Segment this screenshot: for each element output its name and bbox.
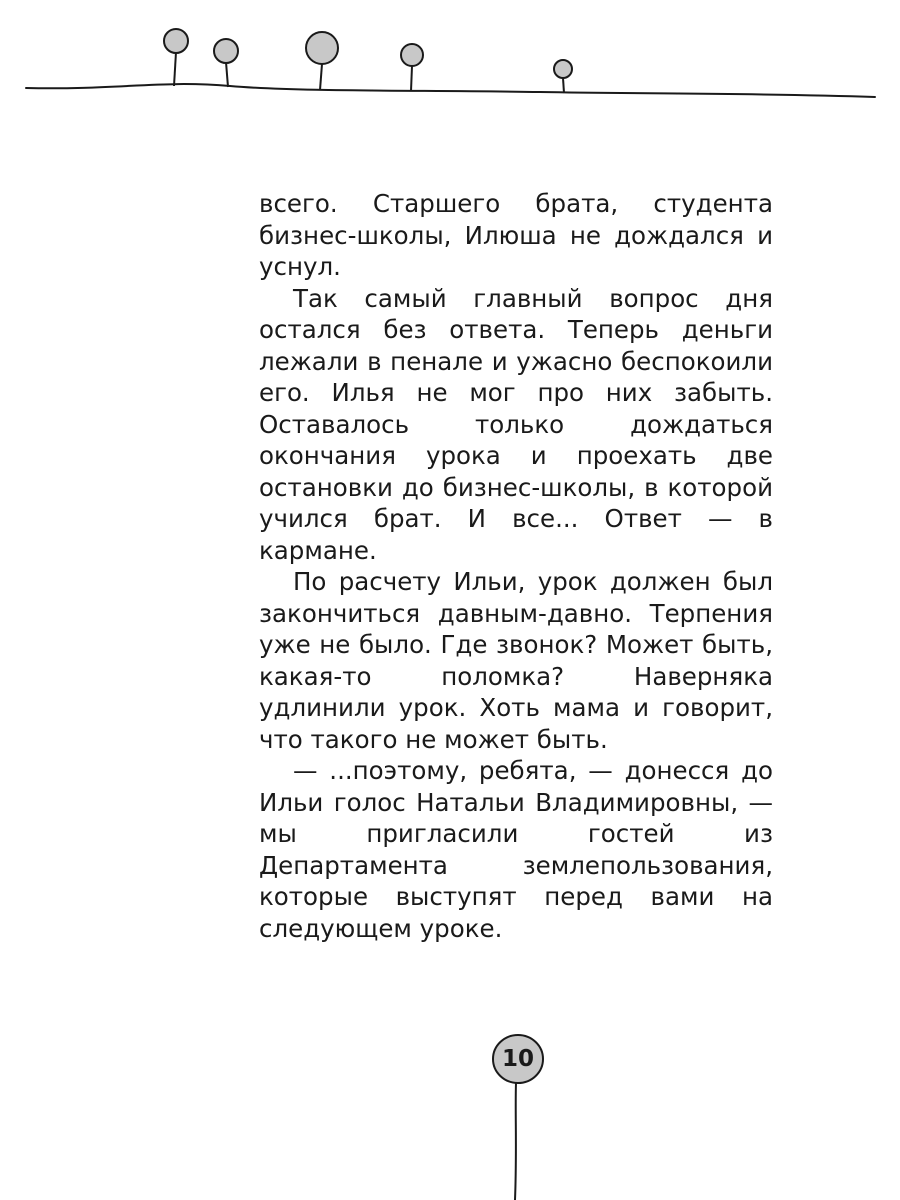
ground-line	[26, 84, 875, 97]
header-trees-illustration	[0, 0, 900, 110]
paragraph-2: Так самый главный вопрос дня остался без ответа. Теперь деньги лежали в пенале и ужасно беспокоили его. Илья не мог про них забыть. Оставалось только дождаться окончания урока и проехать две остановки до бизнес-школы, в которой учился брат. И все... Ответ — в кармане.	[259, 283, 773, 565]
tree-4	[401, 44, 423, 91]
tree-5	[554, 60, 572, 93]
paragraph-3: По расчету Ильи, урок должен был закончиться давным-давно. Терпения уже не было. Где звонок? Может быть, какая-то поломка? Наверняка удлинили урок. Хоть мама и говорит, что такого не может быть.	[259, 567, 773, 754]
body-text	[259, 188, 773, 944]
page-number-tree-illustration	[0, 1000, 900, 1200]
tree-1	[164, 29, 188, 86]
tree-3	[306, 32, 338, 90]
page-number-stem	[515, 1083, 516, 1200]
tree-2	[214, 39, 238, 87]
paragraph-1: всего. Старшего брата, студента бизнес-школы, Илюша не дождался и уснул.	[259, 189, 773, 281]
paragraph-4: — ...поэтому, ребята, — донесся до Ильи голос Натальи Владимировны, — мы пригласили гостей из Департамента землепользования, которые выступят перед вами на следующем уроке.	[259, 756, 773, 943]
page-number: 10	[501, 1046, 534, 1072]
